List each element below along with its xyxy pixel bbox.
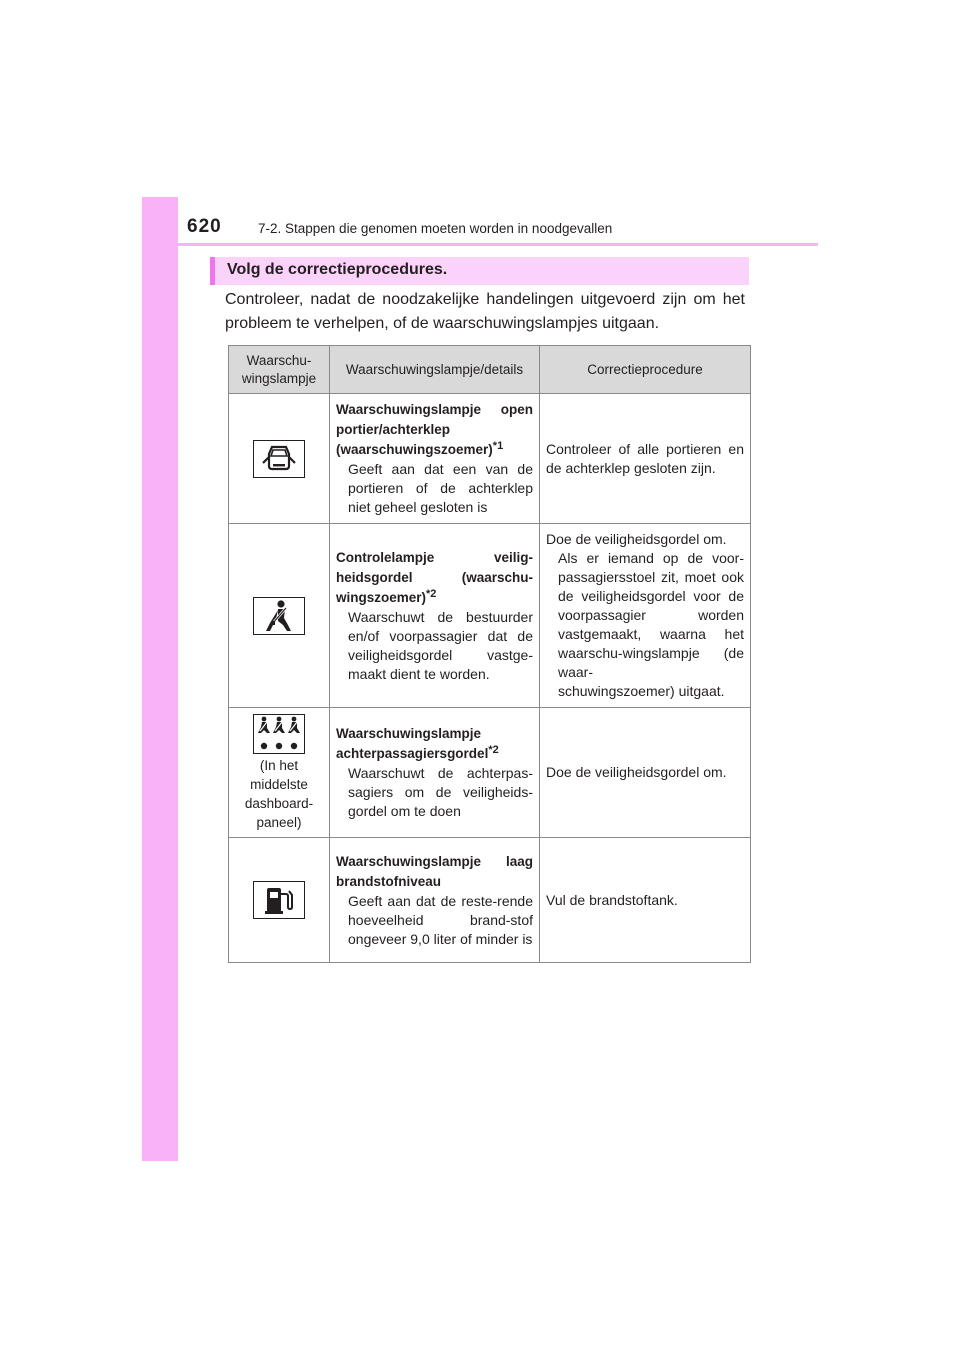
section-heading <box>210 257 749 285</box>
footnote-mark: *2 <box>488 744 499 756</box>
icon-location-note: (In het middelste dashboard-paneel) <box>244 757 314 830</box>
item-title: Controlelampje veilig-heidsgordel (waarschu-wingszoemer)$^{*2}$ <box>336 549 533 605</box>
section-heading-text: Volg de correctieprocedures. <box>227 261 448 278</box>
seatbelt-icon <box>253 597 305 635</box>
footnote-mark: *2 <box>426 587 437 600</box>
procedure-subtext-end: schuwingszoemer) uitgaat. <box>558 683 725 699</box>
item-description: Geeft aan dat de reste-rende hoeveelheid brand-stof ongeveer 9,0 liter of minder is <box>348 892 533 947</box>
details-cell <box>330 394 540 524</box>
procedure-text: Doe de veiligheidsgordel om. <box>546 531 727 547</box>
procedure-cell <box>540 394 751 524</box>
procedure-cell <box>540 524 751 708</box>
item-description: Waarschuwt de achterpas-sagiers om de veiligheids-gordel om te doen <box>348 765 533 819</box>
icon-cell <box>229 708 330 838</box>
icon-cell <box>229 394 330 524</box>
details-cell <box>330 524 540 708</box>
rear-seatbelt-icon <box>253 714 305 754</box>
table-row <box>229 838 751 963</box>
procedure-subtext: Als er iemand op de voor-passagiersstoel zit, moet ook de veiligheidsgordel voor de voorpassagier worden vastgemaakt, waarna het waarschu-wingslampje (de waar- schuwingszoemer) uitgaat. <box>558 550 744 699</box>
header-divider <box>142 243 818 246</box>
door-open-icon <box>253 440 305 478</box>
footnote-mark: *1 <box>492 440 504 452</box>
details-cell <box>330 708 540 838</box>
chapter-side-tab <box>142 197 178 1161</box>
intro-paragraph: Controleer, nadat de noodzakelijke handelingen uitgevoerd zijn om het probleem te verhelpen, of de waarschuwingslampjes uitgaan. <box>225 291 745 332</box>
procedure-cell <box>540 838 751 963</box>
procedure-text: Doe de veiligheidsgordel om. <box>546 764 727 780</box>
table-row <box>229 394 751 524</box>
item-title: Waarschuwingslampje achterpassagiersgordel$^{*2}$ <box>336 726 499 761</box>
item-description: Waarschuwt de bestuurder en/of voorpassagier dat de veiligheidsgordel vastge-maakt dient te worden. <box>348 608 533 682</box>
procedure-text: Vul de brandstoftank. <box>546 891 678 908</box>
details-cell <box>330 838 540 963</box>
item-description: Geeft aan dat een van de portieren of de achterklep niet geheel gesloten is <box>348 461 533 515</box>
column-header-procedure: Correctieprocedure <box>540 346 751 394</box>
column-header-details: Waarschuwingslampje/details <box>330 346 540 394</box>
item-title: Waarschuwingslampje laag brandstofniveau <box>336 853 533 889</box>
warning-lights-table <box>228 345 751 963</box>
procedure-cell <box>540 708 751 838</box>
fuel-pump-icon <box>253 881 305 919</box>
table-row <box>229 524 751 708</box>
icon-cell <box>229 838 330 963</box>
table-row <box>229 708 751 838</box>
item-title: Waarschuwingslampje open portier/achterklep (waarschuwingszoemer)$^{*1}$ <box>336 402 533 457</box>
procedure-text: Controleer of alle portieren en de achterklep gesloten zijn. <box>546 440 744 476</box>
page-header-title: 7-2. Stappen die genomen moeten worden in noodgevallen <box>258 221 613 236</box>
column-header-icon: Waarschu- wingslampje <box>229 346 330 394</box>
page-number: 620 <box>187 216 222 237</box>
icon-cell <box>229 524 330 708</box>
table-header-row <box>229 346 751 394</box>
